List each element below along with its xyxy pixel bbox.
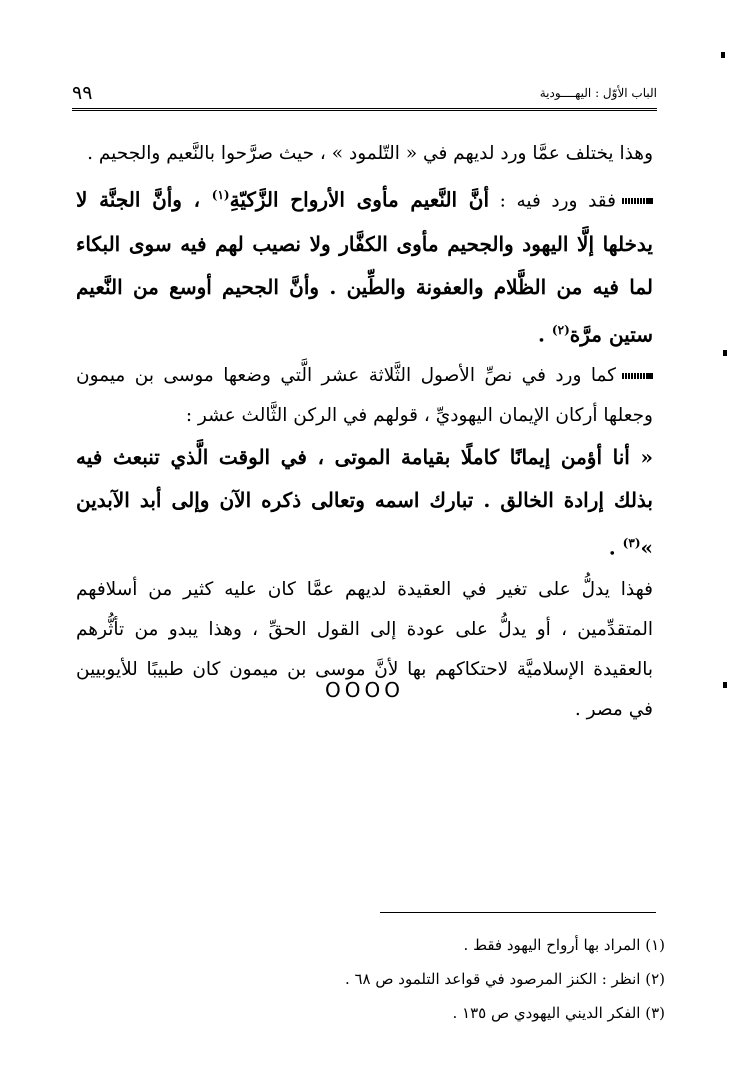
page-number: ٩٩ [72,82,93,104]
scan-speck [723,682,727,688]
paragraph-talmud-quote [76,174,653,356]
footnote-ref-3: (٣) [622,536,641,551]
section-ornament: OOOO [325,678,404,702]
scan-speck [721,52,725,58]
scan-speck [723,350,727,356]
quote-part-2: ، وأنَّ الجنَّة لا يدخلها إلَّا اليهود والجحيم مأوى الكفَّار ولا نصيب لهم فيه سوى البكاء لما فيه من الظَّلام والعفونة والطِّين . وأنَّ الجحيم أوسع من النَّعيم ستين مرَّة [76,187,653,347]
section-marker-icon [622,373,653,379]
footnote-ref-2: (٢) [551,322,570,337]
footnote-ref-1: (١) [211,188,230,202]
paragraph-principles [76,356,653,436]
running-title: الباب الأوّل : اليهــــودية [539,86,657,100]
period: . [537,322,552,347]
page-header [72,82,657,108]
period: . [608,535,623,560]
footnote-3: (٣) الفكر الديني اليهودي ص ١٣٥ . [452,1004,665,1022]
paragraph-conclusion: فهذا يدلُّ على تغير في العقيدة لديهم عمَّا كان عليه كثير من أسلافهم المتقدِّمين ، أو يدلُّ على عودة إلى القول الحقِّ ، وهذا يبدو من تأثُّرهم بالعقيدة الإسلاميَّة لاحتكاكهم بها لأنَّ موسى بن ميمون كان طبيبًا للأيوبيين في مصر . [76,578,653,720]
quote-part-1: أنَّ النَّعيم مأوى الأرواح الزَّكيّةِ [229,187,490,212]
paragraph-creed-quote [76,436,653,570]
paragraph-intro: وهذا يختلف عمَّا ورد لديهم في « التّلمود » ، حيث صرَّحوا بالنَّعيم والجحيم . [87,143,653,164]
main-text [76,134,653,730]
quote-lead: فقد ورد فيه : [489,190,616,212]
principles-text: كما ورد في نصِّ الأصول الثَّلاثة عشر الَّتي وضعها موسى بن ميمون وجعلها أركان الإيمان اليهوديِّ ، قولهم في الركن الثَّالث عشر : [76,365,653,427]
section-marker-icon [622,198,653,204]
footnote-rule [380,912,656,913]
footnote-2: (٢) انظر : الكنز المرصود في قواعد التلمود ص ٦٨ . [344,970,665,988]
footnote-1: (١) المراد بها أرواح اليهود فقط . [463,936,665,954]
footnotes [64,928,665,1030]
creed-text: « أنا أؤمن إيمانًا كاملًا بقيامة الموتى ، في الوقت الَّذي تنبعث فيه بذلك إرادة الخالق . تبارك اسمه وتعالى ذكره الآن وإلى أبد الآبدين » [76,445,653,560]
header-rule [72,108,657,111]
